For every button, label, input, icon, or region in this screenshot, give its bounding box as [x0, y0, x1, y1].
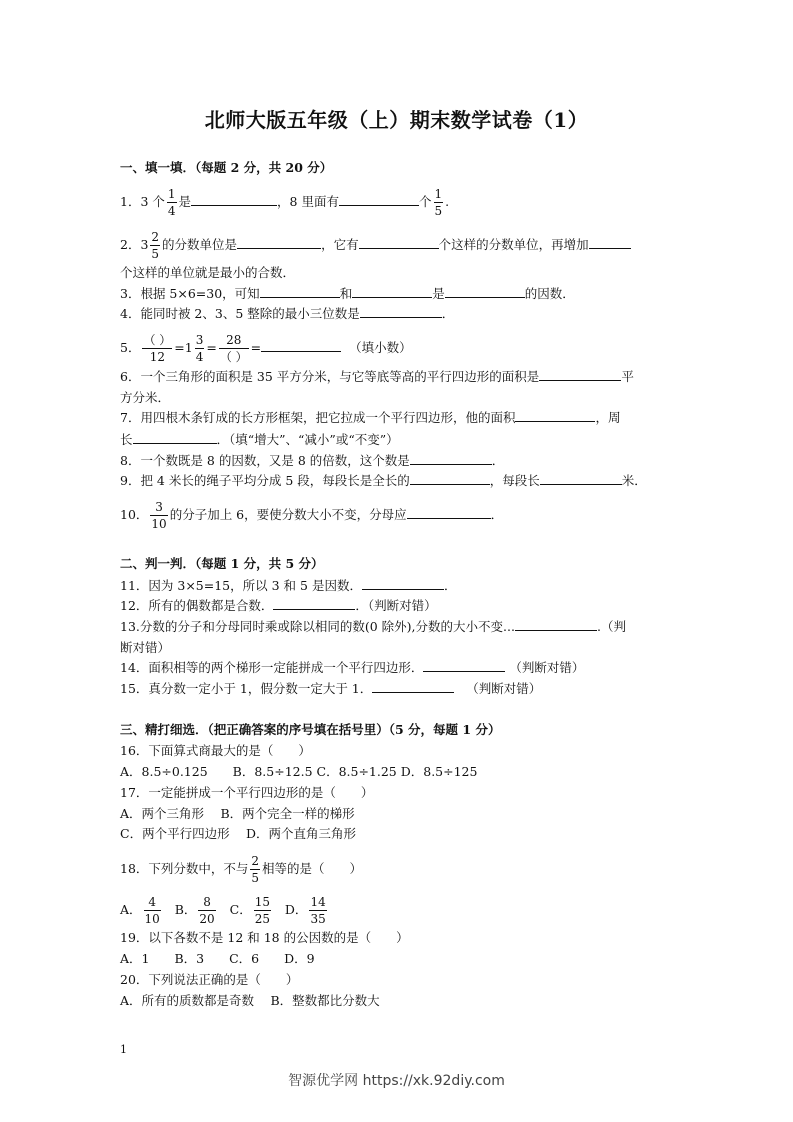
question-8: 8．一个数既是 8 的因数，又是 8 的倍数，这个数是 ．: [120, 453, 505, 468]
answer-blank[interactable]: [589, 235, 631, 249]
question-13: 13.分数的分子和分母同时乘或除以相同的数(0 除外),分数的大小不变... .（判: [120, 619, 626, 634]
answer-blank[interactable]: [539, 367, 621, 381]
fraction: $\frac{4}{10}$: [144, 895, 160, 926]
answer-blank[interactable]: [540, 471, 622, 485]
question-16: 16．下面算式商最大的是（ ）: [120, 743, 311, 758]
question-13-continued: 断对错）: [120, 640, 171, 655]
fraction: $\frac{28}{( )}$: [219, 333, 248, 364]
answer-blank[interactable]: [410, 451, 492, 465]
fraction: $\frac{14}{35}$: [310, 895, 326, 926]
footer-watermark: 智源优学网 https://xk.92diy.com: [288, 1073, 505, 1089]
fraction: $\frac{2}{5}$: [151, 230, 160, 261]
question-18-options: A． $\frac{4}{10}$ B． $\frac{8}{20}$ C． $\frac{15}{25}$ D． $\frac{14}{35}$: [120, 895, 326, 926]
answer-blank[interactable]: [133, 430, 217, 444]
fraction: $\frac{15}{25}$: [254, 895, 270, 926]
answer-blank[interactable]: [339, 192, 419, 206]
question-17: 17．一定能拼成一个平行四边形的是（ ）: [120, 785, 374, 800]
answer-blank[interactable]: [191, 192, 277, 206]
answer-blank[interactable]: [273, 596, 355, 610]
question-1: 1．3 个 $\frac{1}{4}$ 是 ，8 里面有 个 $\frac{1}{5}$ .: [120, 187, 450, 218]
question-7: 7．用四根木条钉成的长方形框架，把它拉成一个平行四边形，他的面积 ，周: [120, 410, 621, 425]
page-title: 北师大版五年级（上）期末数学试卷（1）: [204, 108, 589, 132]
question-11: 11．因为 3×5=15，所以 3 和 5 是因数． ．: [120, 578, 457, 593]
question-19-options: A．1 B．3 C．6 D．9: [120, 951, 315, 966]
question-16-options: A．8.5÷0.125 B．8.5÷12.5 C．8.5÷1.25 D．8.5÷125: [120, 764, 478, 779]
fraction: $\frac{1}{4}$: [167, 187, 176, 218]
question-7-continued: 长 ．（填“增大”、“减小”或“不变”）: [120, 432, 399, 447]
answer-blank[interactable]: [372, 679, 454, 693]
answer-blank[interactable]: [260, 284, 340, 298]
section-3-header: 三、精打细选．（把正确答案的序号填在括号里）（5 分，每题 1 分）: [120, 722, 501, 737]
question-14: 14．面积相等的两个梯形一定能拼成一个平行四边形． （判断对错）: [120, 660, 585, 675]
section-1-header: 一、填一填．（每题 2 分，共 20 分）: [120, 160, 333, 175]
answer-blank[interactable]: [359, 235, 439, 249]
question-18: 18．下列分数中，不与 $\frac{2}{5}$ 相等的是（ ）: [120, 854, 363, 885]
answer-blank[interactable]: [515, 617, 597, 631]
question-10: 10． $\frac{3}{10}$ 的分子加上 6，要使分数大小不变，分母应 ．: [120, 500, 504, 531]
answer-blank[interactable]: [407, 505, 491, 519]
answer-blank[interactable]: [237, 235, 321, 249]
page-number: 1: [120, 1043, 127, 1056]
answer-blank[interactable]: [410, 471, 490, 485]
fraction: $\frac{8}{20}$: [199, 895, 215, 926]
question-2: 2．3 $\frac{2}{5}$ 的分数单位是 ，它有 个这样的分数单位，再增加: [120, 231, 631, 260]
question-17-options-2: C．两个平行四边形 D．两个直角三角形: [120, 826, 357, 841]
answer-blank[interactable]: [360, 304, 442, 318]
question-20: 20．下列说法正确的是（ ）: [120, 972, 299, 987]
fraction: $\frac{3}{4}$: [195, 333, 204, 364]
question-19: 19．以下各数不是 12 和 18 的公因数的是（ ）: [120, 930, 409, 945]
answer-blank[interactable]: [261, 338, 341, 352]
question-2-continued: 个这样的单位就是最小的合数．: [120, 265, 296, 280]
question-5: 5． $\frac{( )}{12}$ =1 $\frac{3}{4}$ = $\frac{28}{( )}$ = （填小数）: [120, 333, 412, 364]
fraction: $\frac{2}{5}$: [251, 854, 260, 885]
answer-blank[interactable]: [515, 408, 595, 422]
answer-blank[interactable]: [352, 284, 432, 298]
fraction: $\frac{( )}{12}$: [143, 333, 172, 364]
fraction: $\frac{3}{10}$: [151, 500, 167, 531]
question-3: 3．根据 5×6=30，可知 和 是 的因数．: [120, 286, 575, 301]
question-9: 9．把 4 米长的绳子平均分成 5 段，每段长是全长的 ，每段长 米．: [120, 473, 647, 488]
question-20-options: A．所有的质数都是奇数 B．整数都比分数大: [120, 993, 380, 1008]
question-6: 6．一个三角形的面积是 35 平方分米，与它等底等高的平行四边形的面积是 平: [120, 369, 634, 384]
answer-blank[interactable]: [423, 658, 505, 672]
question-6-continued: 方分米．: [120, 390, 171, 405]
section-2-header: 二、判一判．（每题 1 分，共 5 分）: [120, 556, 324, 571]
question-17-options-1: A．两个三角形 B．两个完全一样的梯形: [120, 806, 355, 821]
question-4: 4．能同时被 2、3、5 整除的最小三位数是 ．: [120, 306, 455, 321]
question-15: 15．真分数一定小于 1，假分数一定大于 1． （判断对错）: [120, 681, 542, 696]
answer-blank[interactable]: [362, 576, 444, 590]
answer-blank[interactable]: [445, 284, 525, 298]
fraction: $\frac{1}{5}$: [434, 187, 443, 218]
question-12: 12．所有的偶数都是合数． ．（判断对错）: [120, 598, 437, 613]
